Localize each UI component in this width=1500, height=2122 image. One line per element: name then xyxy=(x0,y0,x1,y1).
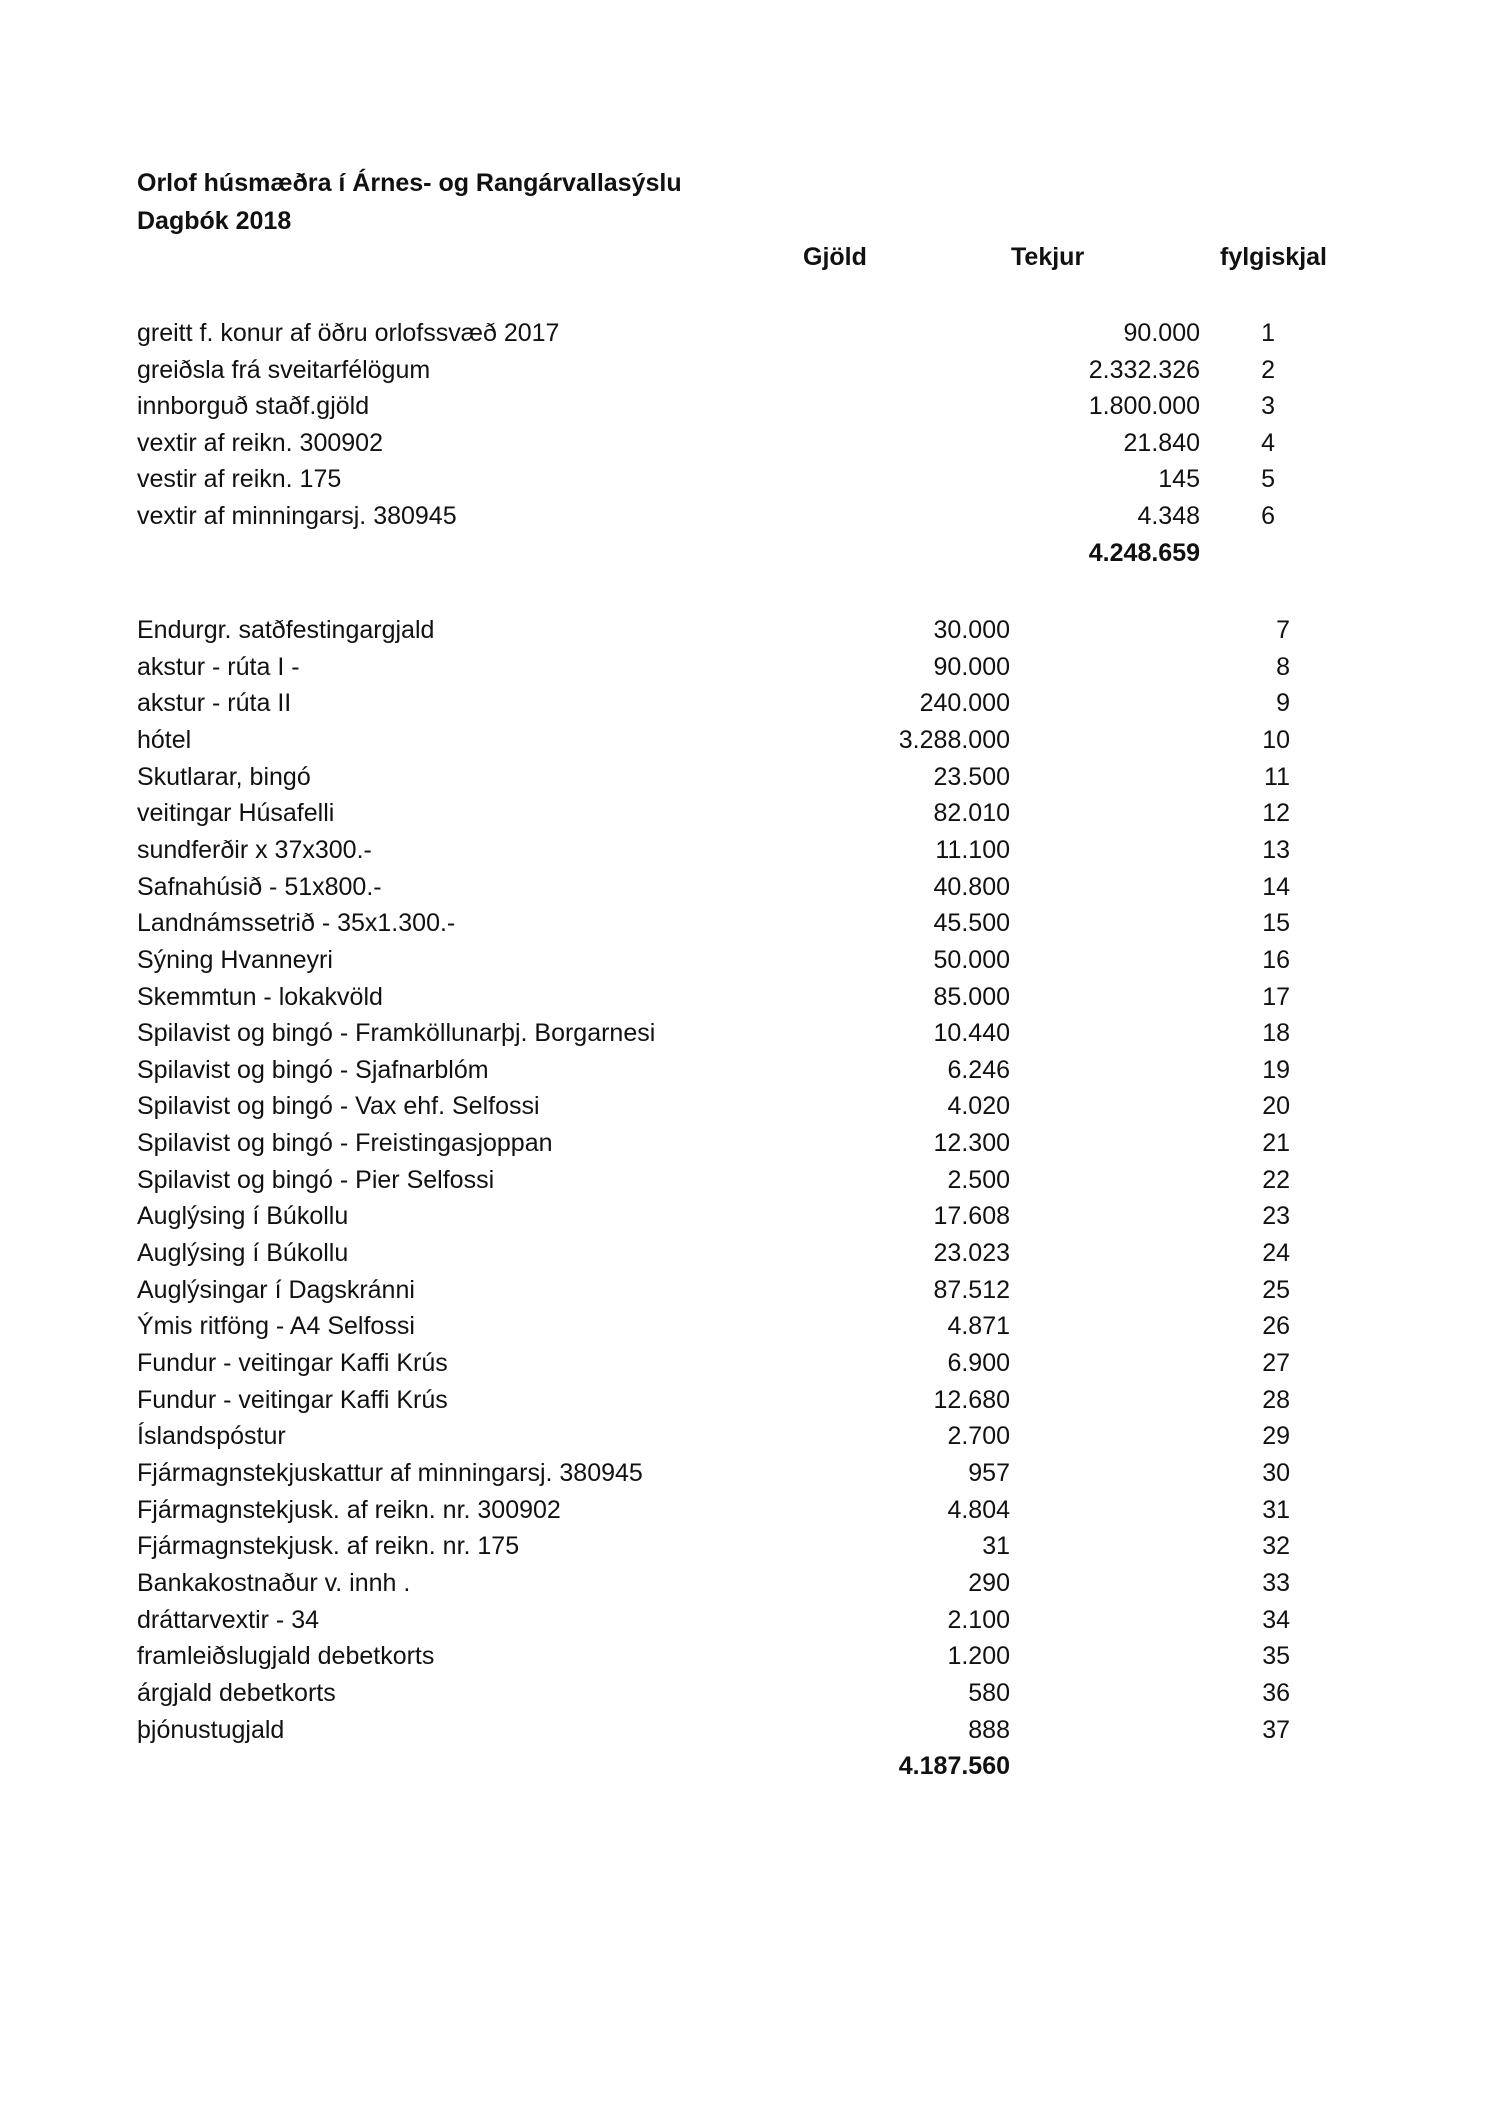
row-description: Safnahúsið - 51x800.- xyxy=(137,872,382,901)
row-description: þjónustugjald xyxy=(137,1715,285,1744)
ledger-row xyxy=(137,905,1337,941)
row-description: Landnámssetrið - 35x1.300.- xyxy=(137,909,456,938)
ledger-row xyxy=(137,942,1337,978)
row-attachment-number: 19 xyxy=(1262,1055,1290,1084)
row-description: Fjármagnstekjusk. af reikn. nr. 175 xyxy=(137,1532,520,1561)
row-description: Íslandspóstur xyxy=(137,1422,286,1451)
ledger-row xyxy=(137,1712,1337,1748)
ledger-row xyxy=(137,1638,1337,1674)
ledger-row xyxy=(137,498,1337,534)
row-description: framleiðslugjald debetkorts xyxy=(137,1642,435,1671)
row-amount: 6.246 xyxy=(947,1055,1010,1084)
row-attachment-number: 25 xyxy=(1262,1275,1290,1304)
ledger-row xyxy=(137,388,1337,424)
ledger-row xyxy=(137,1675,1337,1711)
row-attachment-number: 5 xyxy=(1261,465,1275,494)
row-amount: 40.800 xyxy=(933,872,1010,901)
row-amount: 23.023 xyxy=(933,1239,1010,1268)
row-attachment-number: 31 xyxy=(1262,1495,1290,1524)
row-description: árgjald debetkorts xyxy=(137,1678,336,1707)
row-description: akstur - rúta I - xyxy=(137,652,300,681)
row-description: akstur - rúta II xyxy=(137,689,292,718)
row-attachment-number: 13 xyxy=(1262,835,1290,864)
ledger-row xyxy=(137,869,1337,905)
column-header-income: Tekjur xyxy=(1011,243,1085,271)
row-amount: 82.010 xyxy=(933,799,1010,828)
ledger-row xyxy=(137,1125,1337,1161)
ledger-row xyxy=(137,1418,1337,1454)
row-description: Fundur - veitingar Kaffi Krús xyxy=(137,1385,448,1414)
row-attachment-number: 11 xyxy=(1264,762,1290,791)
ledger-row xyxy=(137,1052,1337,1088)
row-attachment-number: 33 xyxy=(1262,1568,1290,1597)
ledger-row xyxy=(137,1492,1337,1528)
ledger-row xyxy=(137,1602,1337,1638)
row-attachment-number: 29 xyxy=(1262,1422,1290,1451)
row-description: Fjármagnstekjusk. af reikn. nr. 300902 xyxy=(137,1495,561,1524)
row-description: Fundur - veitingar Kaffi Krús xyxy=(137,1349,448,1377)
ledger-row xyxy=(137,1088,1337,1124)
ledger-row xyxy=(137,461,1337,497)
row-description: Sýning Hvanneyri xyxy=(137,945,333,974)
document-title: Orlof húsmæðra í Árnes- og Rangárvallasýslu xyxy=(137,169,682,197)
row-description: Spilavist og bingó - Freistingasjoppan xyxy=(137,1129,553,1158)
row-attachment-number: 28 xyxy=(1262,1385,1290,1414)
row-attachment-number: 21 xyxy=(1262,1129,1290,1158)
row-amount: 11.100 xyxy=(935,835,1010,864)
row-attachment-number: 2 xyxy=(1261,355,1275,384)
row-description: Skutlarar, bingó xyxy=(137,762,311,791)
row-attachment-number: 12 xyxy=(1262,799,1290,828)
row-description: greiðsla frá sveitarfélögum xyxy=(137,355,431,384)
row-amount: 4.871 xyxy=(947,1312,1010,1341)
row-attachment-number: 30 xyxy=(1262,1458,1290,1487)
ledger-row xyxy=(137,1015,1337,1051)
row-attachment-number: 36 xyxy=(1262,1678,1290,1707)
row-description: dráttarvextir - 34 xyxy=(137,1605,320,1634)
row-amount: 2.500 xyxy=(947,1165,1010,1194)
row-amount: 957 xyxy=(968,1458,1010,1487)
ledger-row xyxy=(137,1565,1337,1601)
ledger-row xyxy=(137,1162,1337,1198)
row-description: Skemmtun - lokakvöld xyxy=(137,982,383,1011)
row-attachment-number: 24 xyxy=(1262,1239,1290,1268)
income-total: 4.248.659 xyxy=(1088,538,1200,567)
row-amount: 30.000 xyxy=(933,616,1010,644)
row-amount: 10.440 xyxy=(933,1019,1010,1048)
ledger-row xyxy=(137,685,1337,721)
column-header-expenses: Gjöld xyxy=(803,243,867,271)
row-description: Auglýsing í Búkollu xyxy=(137,1202,349,1231)
document-subtitle: Dagbók 2018 xyxy=(137,207,292,235)
row-amount: 2.100 xyxy=(947,1605,1010,1634)
row-amount: 90.000 xyxy=(933,652,1010,681)
row-description: vextir af minningarsj. 380945 xyxy=(137,502,457,530)
row-description: Auglýsingar í Dagskránni xyxy=(137,1275,415,1304)
row-attachment-number: 3 xyxy=(1261,392,1275,421)
row-description: vextir af reikn. 300902 xyxy=(137,428,383,457)
ledger-row xyxy=(137,1455,1337,1491)
row-amount: 85.000 xyxy=(933,982,1010,1011)
row-attachment-number: 23 xyxy=(1262,1202,1290,1231)
row-description: Ýmis ritföng - A4 Selfossi xyxy=(137,1312,415,1341)
row-attachment-number: 18 xyxy=(1262,1019,1290,1048)
ledger-row xyxy=(137,315,1337,351)
row-amount: 1.200 xyxy=(947,1642,1010,1671)
row-attachment-number: 9 xyxy=(1276,689,1290,718)
row-description: greitt f. konur af öðru orlofssvæð 2017 xyxy=(137,319,560,347)
row-attachment-number: 7 xyxy=(1276,616,1290,644)
row-attachment-number: 14 xyxy=(1262,872,1290,901)
ledger-row xyxy=(137,1528,1337,1564)
row-attachment-number: 8 xyxy=(1276,652,1290,681)
ledger-row xyxy=(137,1272,1337,1308)
ledger-row xyxy=(137,1198,1337,1234)
row-attachment-number: 26 xyxy=(1262,1312,1290,1341)
row-description: Endurgr. satðfestingargjald xyxy=(137,616,435,644)
row-description: sundferðir x 37x300.- xyxy=(137,835,372,864)
row-attachment-number: 10 xyxy=(1262,725,1290,754)
row-attachment-number: 35 xyxy=(1262,1642,1290,1671)
row-amount: 3.288.000 xyxy=(898,725,1010,754)
row-amount: 4.804 xyxy=(947,1495,1010,1524)
row-amount: 6.900 xyxy=(947,1349,1010,1377)
row-attachment-number: 37 xyxy=(1262,1715,1290,1744)
row-description: vestir af reikn. 175 xyxy=(137,465,342,494)
row-description: Fjármagnstekjuskattur af minningarsj. 380945 xyxy=(137,1458,643,1487)
row-description: Spilavist og bingó - Framköllunarþj. Borgarnesi xyxy=(137,1019,656,1048)
row-description: Auglýsing í Búkollu xyxy=(137,1239,349,1268)
ledger-row xyxy=(137,649,1337,685)
ledger-row xyxy=(137,1345,1337,1381)
row-amount: 23.500 xyxy=(933,762,1010,791)
row-amount: 4.348 xyxy=(1137,502,1200,530)
row-amount: 580 xyxy=(968,1678,1010,1707)
row-amount: 12.300 xyxy=(933,1129,1010,1158)
row-attachment-number: 22 xyxy=(1262,1165,1290,1194)
ledger-row xyxy=(137,1382,1337,1418)
ledger-row xyxy=(137,1235,1337,1271)
row-attachment-number: 16 xyxy=(1262,945,1290,974)
row-amount: 2.700 xyxy=(947,1422,1010,1451)
row-attachment-number: 34 xyxy=(1262,1605,1290,1634)
ledger-row xyxy=(137,612,1337,648)
row-attachment-number: 17 xyxy=(1262,982,1290,1011)
ledger-row xyxy=(137,1308,1337,1344)
ledger-row xyxy=(137,795,1337,831)
ledger-row xyxy=(137,425,1337,461)
row-attachment-number: 27 xyxy=(1262,1349,1290,1377)
row-amount: 45.500 xyxy=(933,909,1010,938)
row-amount: 90.000 xyxy=(1123,319,1200,347)
row-attachment-number: 15 xyxy=(1262,909,1290,938)
row-description: Spilavist og bingó - Vax ehf. Selfossi xyxy=(137,1092,540,1121)
ledger-row xyxy=(137,722,1337,758)
row-description: Spilavist og bingó - Pier Selfossi xyxy=(137,1165,495,1194)
row-description: innborguð staðf.gjöld xyxy=(137,392,370,421)
row-amount: 1.800.000 xyxy=(1088,392,1200,421)
row-amount: 145 xyxy=(1158,465,1200,494)
ledger-row xyxy=(137,759,1337,795)
row-amount: 2.332.326 xyxy=(1088,355,1200,384)
row-description: veitingar Húsafelli xyxy=(137,799,335,828)
row-amount: 240.000 xyxy=(919,689,1010,718)
row-amount: 290 xyxy=(968,1568,1010,1597)
expense-total: 4.187.560 xyxy=(898,1752,1010,1781)
ledger-row xyxy=(137,979,1337,1015)
column-header-attachment: fylgiskjal xyxy=(1220,243,1327,271)
row-attachment-number: 4 xyxy=(1261,428,1275,457)
row-description: hótel xyxy=(137,725,192,754)
row-attachment-number: 1 xyxy=(1261,319,1275,347)
row-amount: 87.512 xyxy=(933,1275,1010,1304)
row-attachment-number: 32 xyxy=(1262,1532,1290,1561)
row-amount: 4.020 xyxy=(947,1092,1010,1121)
row-description: Spilavist og bingó - Sjafnarblóm xyxy=(137,1055,489,1084)
row-attachment-number: 6 xyxy=(1261,502,1275,530)
row-amount: 888 xyxy=(968,1715,1010,1744)
row-amount: 31 xyxy=(982,1532,1010,1561)
row-description: Bankakostnaður v. innh . xyxy=(137,1568,411,1597)
row-attachment-number: 20 xyxy=(1262,1092,1290,1121)
row-amount: 17.608 xyxy=(933,1202,1010,1231)
ledger-row xyxy=(137,832,1337,868)
row-amount: 12.680 xyxy=(933,1385,1010,1414)
row-amount: 21.840 xyxy=(1123,428,1200,457)
ledger-row xyxy=(137,352,1337,388)
row-amount: 50.000 xyxy=(933,945,1010,974)
